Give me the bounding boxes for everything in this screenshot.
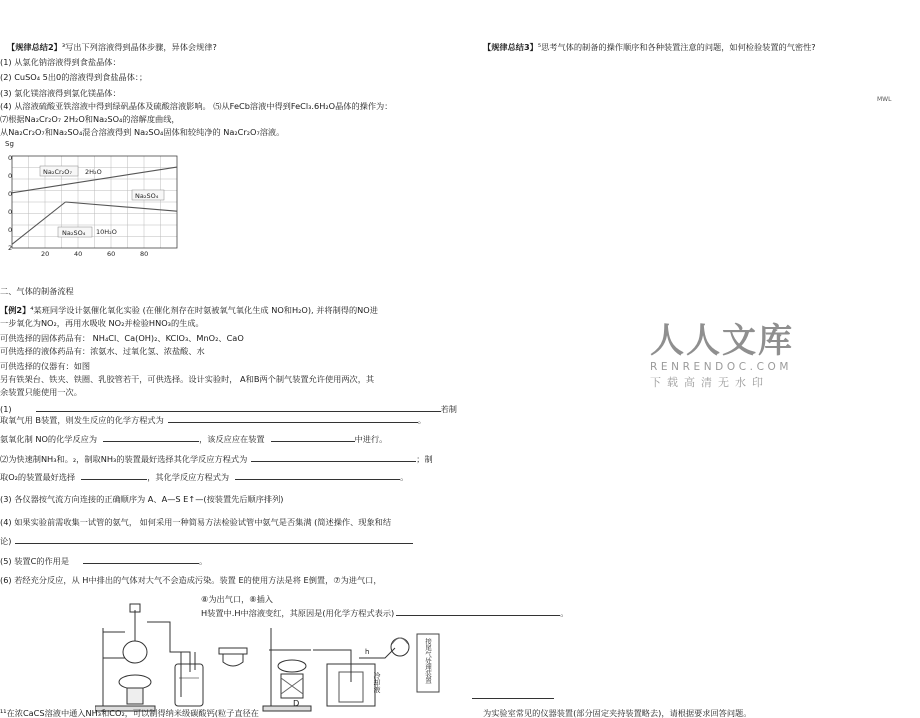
- y-tick-label: 0: [8, 172, 13, 180]
- line-3: (3) 氯化镁溶液得到氯化镁晶体：: [0, 88, 121, 98]
- watermark-url: RENRENDOC.COM: [650, 361, 793, 373]
- solids-line: 可供选择的固体药品有： NH₄Cl、Ca(OH)₂、KClO₃、MnO₂、CaO: [0, 333, 244, 343]
- question-6-line-2: ⑧为出气口，⑧插入: [201, 594, 273, 604]
- watermark: [650, 322, 794, 390]
- answer-blank[interactable]: [472, 690, 554, 699]
- rule3-heading: 【规律总结3】⁵思考气体的制备的操作顺序和各种装置注意的问题，如何检验装置的气密性?: [483, 42, 816, 52]
- solubility-chart: [0, 138, 190, 258]
- other-line-1: 另有铁架台、铁夹、铁圈、乳胶管若干，可供选择。设计实验时， A和B两个制气装置允许使用两次，其: [0, 374, 375, 384]
- question-1-line: 取氧气用 B装置，则发生反应的化学方程式为 。: [0, 415, 426, 425]
- watermark-slogan: 下载高清无水印: [650, 376, 769, 389]
- question-6: (6) 若经充分反应，从 H中排出的气体对大气不会造成污染。装置 E的使用方法是将 E倒置，⑦为进气口，: [0, 575, 382, 585]
- question-5: (5) 装置C的作用是 。: [0, 556, 208, 566]
- question-1-start: (1) 若制: [0, 404, 457, 414]
- y-tick-label: 0: [8, 190, 13, 198]
- label-b: 2H₂O: [85, 168, 102, 176]
- liquids-line: 可供选择的液体药品有：浓氨水、过氧化氢、浓盐酸、水: [0, 346, 205, 356]
- question-2-line-1: ⑵为快速制NH₃和。₂，制取NH₃的装置最好选择其化学反应方程式为 ；制: [0, 454, 433, 464]
- rule2-heading: 【规律总结2】³写出下列溶液得到晶体步骤，异体会规律?: [7, 42, 217, 52]
- chart-ylabel: Sg: [5, 140, 14, 148]
- answer-blank[interactable]: [251, 453, 416, 462]
- question-2-line-2: 取O₂的装置最好选择 ，其化学反应方程式为 。: [0, 472, 409, 482]
- x-tick-label: 20: [41, 250, 50, 258]
- answer-blank[interactable]: [36, 403, 441, 412]
- line-1: (1) 从氯化钠溶液得到食盐晶体：: [0, 57, 121, 67]
- example-2-line-2: 一步氧化为NO₂，再用水吸收 NO₂并检验HNO₃的生成。: [0, 318, 204, 328]
- label-d: Na₂SO₄: [62, 229, 86, 237]
- answer-blank[interactable]: [271, 433, 355, 442]
- answer-blank[interactable]: [15, 535, 413, 544]
- x-tick-label: 40: [74, 250, 83, 258]
- label-a: Na₂Cr₂O₇: [43, 168, 72, 176]
- y-tick-label: 0: [8, 226, 13, 234]
- bottom-d-label: D: [293, 698, 300, 708]
- answer-blank[interactable]: [168, 414, 418, 423]
- label-e: 10H₂O: [96, 228, 117, 236]
- bottom-right-text: 为实验室常见的仪器装置(部分固定夹持装置略去)，请根据要求回答问题。: [483, 708, 752, 718]
- x-tick-label: 80: [140, 250, 149, 258]
- chart-x-ticks: [41, 250, 148, 258]
- label-h: h: [365, 648, 370, 656]
- y-tick-label: 0: [8, 208, 13, 216]
- question-4-line-2: 论): [0, 535, 413, 546]
- line-5: ⑺根据Na₂Cr₂O₇ 2H₂O和Na₂SO₄的溶解度曲线，: [0, 114, 180, 124]
- x-tick-label: 60: [107, 250, 116, 258]
- chart-curve-labels: [40, 166, 164, 237]
- question-3: (3) 各仪器按气流方向连接的正确顺序为 A、A—S E↑—(按装置先后顺序排列): [0, 494, 284, 504]
- question-1-line-2: 氨氧化制 NO的化学反应为 ，该反应应在装置 中进行。: [0, 434, 388, 444]
- label-c: Na₂SO₄: [135, 192, 159, 200]
- line-2: (2) CuSO₄ 5出0的溶液得到食盐晶体：；: [0, 72, 148, 82]
- example-2-line-1: 【例2】⁴某班同学设计氨催化氧化实验 (在催化剂存在时氨被氧气氧化生成 NO和H₂O), 并将制得的NO进: [0, 305, 378, 315]
- answer-blank[interactable]: [83, 555, 199, 564]
- answer-blank[interactable]: [103, 433, 199, 442]
- line-4: (4) 从溶液硫酸亚铁溶液中得到绿矾晶体及硫酸溶液影响。 ⑸从FeCb溶液中得到FeCl₃.6H₂O晶体的操作为：: [0, 101, 393, 111]
- chart-y-ticks: [8, 154, 12, 252]
- answer-blank[interactable]: [81, 471, 147, 480]
- question-6-line-3: H装置中.H中溶液变红，其原因是(用化学方程式表示) 。: [201, 608, 569, 618]
- other-line-2: 余装置只能使用一次。: [0, 387, 82, 397]
- label-cold: 冷却液: [373, 672, 381, 693]
- label-tail: 接尾气处理装置: [424, 638, 432, 684]
- instruments-line: 可供选择的仪器有：如图: [0, 361, 91, 371]
- corner-mark: MWL: [877, 96, 892, 103]
- series-line: [12, 202, 65, 244]
- bottom-left-text: ¹¹在浓CaCS溶液中通入NH₃和CO₂，可以制得纳米级碳酸钙(粒子直径在: [0, 708, 259, 718]
- question-4-line-1: (4) 如果实验前需收集一试管的氨气， 如何采用一种简易方法检验试管中氨气是否集满 (简述操作、现象和结: [0, 517, 392, 527]
- line-6: 从Na₂Cr₂O₇和Na₂SO₄混合溶液得到 Na₂SO₄固体和较纯净的 Na₂Cr₂O₇溶液。: [0, 127, 285, 137]
- watermark-big: 人人文库: [650, 321, 794, 361]
- apparatus-illustration: [95, 592, 445, 715]
- y-tick-label: 0: [8, 154, 13, 162]
- answer-blank[interactable]: [235, 471, 400, 480]
- section-2-title: 二、气体的制备流程: [0, 286, 74, 296]
- y-tick-label: 2: [8, 244, 13, 252]
